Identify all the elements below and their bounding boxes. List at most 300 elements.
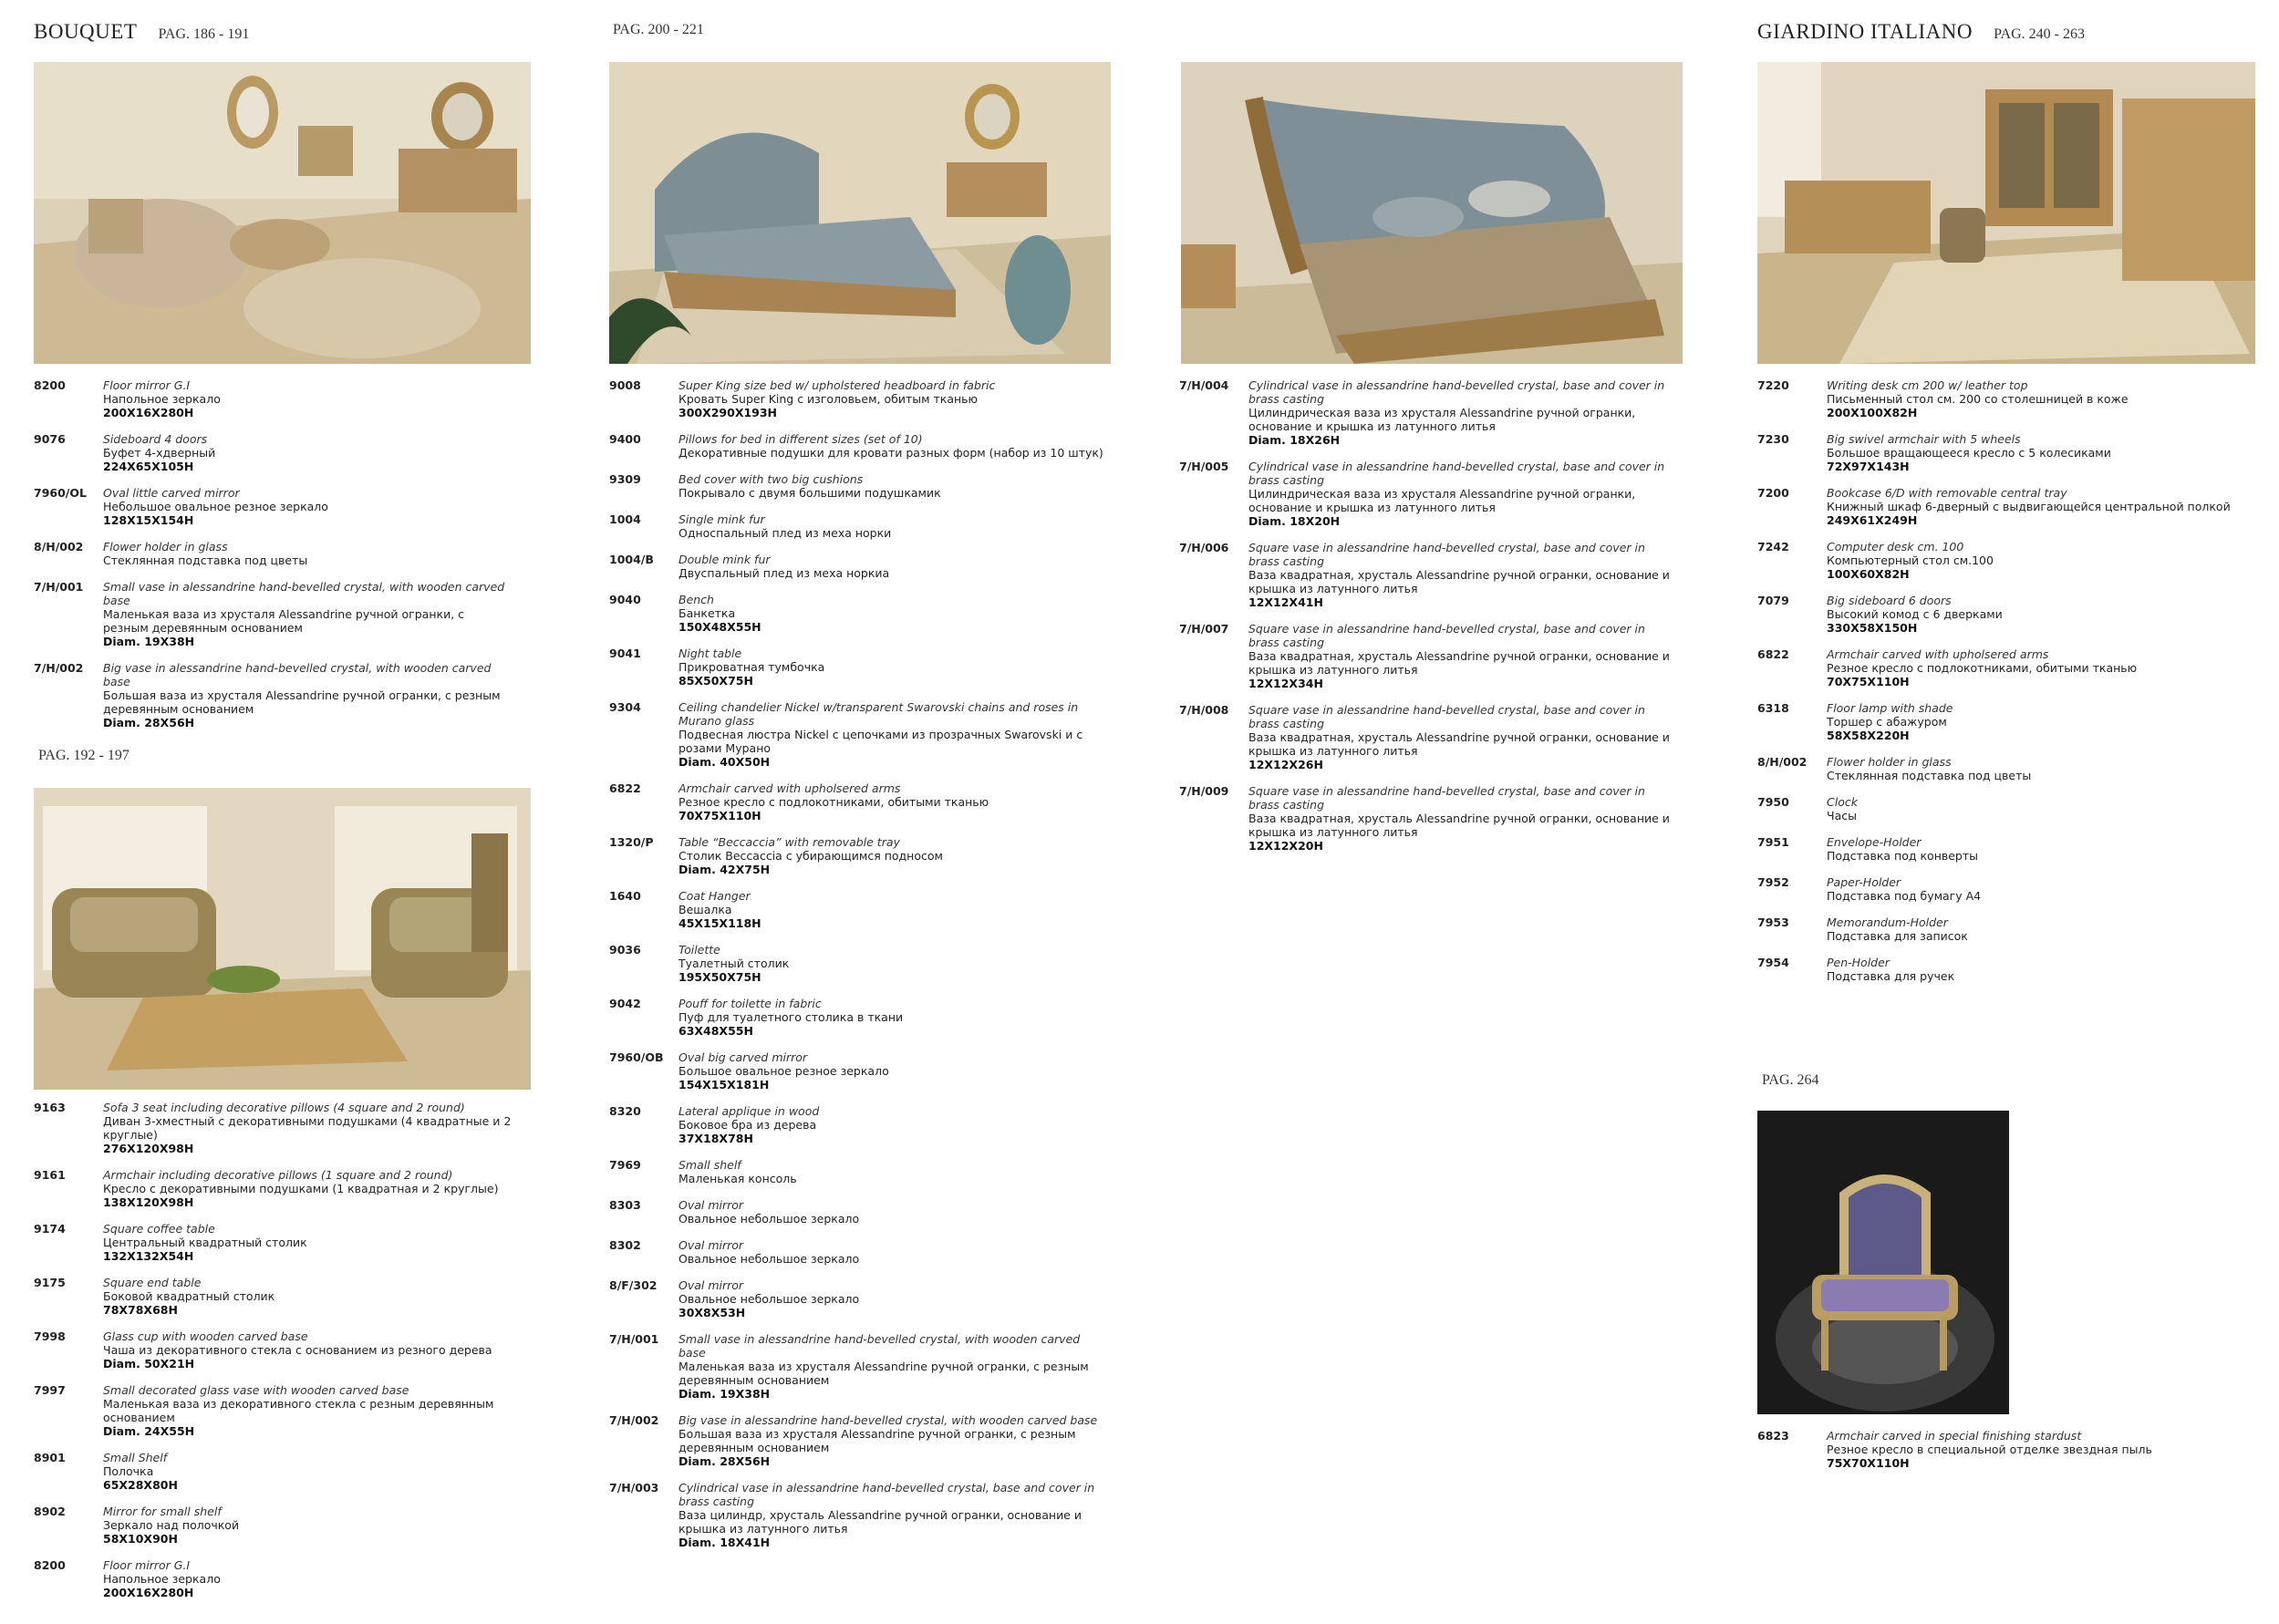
- item-code: 6318: [1757, 701, 1789, 715]
- item-name-en: Writing desk cm 200 w/ leather top: [1827, 378, 2028, 392]
- item-name-en: Lateral applique in wood: [679, 1104, 820, 1118]
- item-code: 9041: [609, 646, 641, 660]
- item-code: 6822: [1757, 647, 1789, 661]
- item-name-ru: Двуспальный плед из меха норкиа: [679, 566, 890, 580]
- item-name-ru: Буфет 4-хдверный: [103, 446, 216, 460]
- item-description: [1248, 622, 1676, 690]
- item-code: 9304: [609, 700, 641, 714]
- item-description: [1827, 956, 2250, 983]
- item-dimensions: 12X12X20H: [1248, 839, 1323, 853]
- item-dimensions: 37X18X78H: [679, 1132, 753, 1145]
- list-item: [609, 1158, 1106, 1185]
- item-dimensions: 12X12X26H: [1248, 758, 1323, 771]
- item-name-ru: Ваза квадратная, хрусталь Alessandrine ручной огранки, основание и крышка из латунного литья: [1248, 812, 1670, 839]
- list-item: [1757, 1429, 2250, 1470]
- item-name-ru: Подставка под конверты: [1827, 849, 1979, 863]
- item-description: [1827, 378, 2250, 419]
- item-code: 7079: [1757, 594, 1789, 607]
- item-list-p200: [609, 378, 1106, 1562]
- item-dimensions: 65X28X80H: [103, 1478, 178, 1492]
- item-code: 8901: [34, 1451, 66, 1464]
- item-code: 1320/P: [609, 835, 654, 849]
- item-description: [679, 1332, 1106, 1401]
- item-description: [103, 432, 513, 473]
- item-dimensions: 45X15X118H: [679, 916, 761, 930]
- list-item: [1179, 703, 1676, 771]
- list-item: [1757, 915, 2250, 943]
- list-item: [609, 646, 1106, 688]
- list-item: [1757, 956, 2250, 983]
- item-name-en: Square coffee table: [103, 1222, 215, 1236]
- item-name-en: Sofa 3 seat including decorative pillows (4 square and 2 round): [103, 1101, 465, 1114]
- list-item: [609, 1050, 1106, 1091]
- item-code: 1004/B: [609, 553, 654, 566]
- photo-living-room-bouquet: [34, 62, 531, 364]
- list-item: [1757, 432, 2250, 473]
- item-code: 9036: [609, 943, 641, 957]
- item-description: [1827, 755, 2250, 782]
- list-item: [609, 889, 1106, 930]
- item-name-en: Big swivel armchair with 5 wheels: [1827, 432, 2021, 446]
- list-item: [1179, 784, 1676, 853]
- item-name-ru: Пуф для туалетного столика в ткани: [679, 1010, 904, 1024]
- list-item: [34, 661, 513, 729]
- item-name-en: Square vase in alessandrine hand-bevelled crystal, base and cover in brass casting: [1248, 703, 1645, 730]
- item-dimensions: 200X100X82H: [1827, 406, 1918, 419]
- item-name-ru: Боковой квадратный столик: [103, 1289, 275, 1303]
- item-name-en: Big sideboard 6 doors: [1827, 594, 1952, 607]
- item-dimensions: Diam. 50X21H: [103, 1357, 195, 1371]
- item-description: [1827, 835, 2250, 863]
- item-dimensions: 150X48X55H: [679, 620, 761, 634]
- item-name-ru: Большое вращающееся кресло с 5 колесиками: [1827, 446, 2111, 460]
- item-name-ru: Цилиндрическая ваза из хрусталя Alessandrine ручной огранки, основание и крышка из латунного литья: [1248, 406, 1636, 433]
- section-pages: PAG. 192 - 197: [38, 748, 129, 763]
- item-description: [103, 1168, 513, 1209]
- section-heading-p192: [38, 746, 129, 764]
- item-description: [103, 540, 513, 567]
- list-item: [609, 1278, 1106, 1319]
- item-name-ru: Большое овальное резное зеркало: [679, 1064, 889, 1078]
- item-description: [1827, 540, 2250, 581]
- item-name-en: Glass cup with wooden carved base: [103, 1329, 308, 1343]
- item-code: 7951: [1757, 835, 1789, 849]
- item-code: 9174: [34, 1222, 66, 1236]
- list-item: [1179, 460, 1676, 528]
- item-list-bouquet: [34, 378, 513, 742]
- item-name-ru: Цилиндрическая ваза из хрусталя Alessandrine ручной огранки, основание и крышка из латунного литья: [1248, 487, 1636, 514]
- section-heading-p200: [613, 20, 704, 38]
- item-name-en: Ceiling chandelier Nickel w/transparent Swarovski chains and roses in Murano glass: [679, 700, 1079, 728]
- item-dimensions: 128X15X154H: [103, 513, 194, 527]
- item-code: 8200: [34, 378, 66, 392]
- item-description: [1827, 701, 2250, 742]
- item-name-ru: Банкетка: [679, 606, 736, 620]
- item-dimensions: Diam. 24X55H: [103, 1424, 195, 1438]
- list-item: [1757, 755, 2250, 782]
- item-code: 9309: [609, 472, 641, 486]
- item-description: [103, 1329, 513, 1371]
- item-description: [679, 1050, 1106, 1091]
- item-code: 8/F/302: [609, 1278, 658, 1292]
- list-item: [609, 1332, 1106, 1401]
- item-name-en: Bookcase 6/D with removable central tray: [1827, 486, 2067, 500]
- item-name-en: Square end table: [103, 1276, 202, 1289]
- item-description: [103, 1276, 513, 1317]
- list-item: [34, 540, 513, 567]
- item-code: 7960/OB: [609, 1050, 664, 1064]
- item-description: [1827, 915, 2250, 943]
- item-description: [1827, 647, 2250, 688]
- item-name-en: Big vase in alessandrine hand-bevelled crystal, with wooden carved base: [679, 1413, 1098, 1427]
- item-name-en: Paper-Holder: [1827, 875, 1901, 889]
- item-description: [103, 1101, 513, 1155]
- item-name-en: Big vase in alessandrine hand-bevelled crystal, with wooden carved base: [103, 661, 492, 688]
- item-dimensions: Diam. 18X20H: [1248, 514, 1341, 528]
- photo-armchair-stardust: [1757, 1111, 2009, 1414]
- item-description: [679, 781, 1106, 822]
- item-name-ru: Вешалка: [679, 903, 732, 916]
- item-code: 8200: [34, 1558, 66, 1572]
- item-dimensions: 276X120X98H: [103, 1142, 194, 1155]
- item-name-en: Square vase in alessandrine hand-bevelled crystal, base and cover in brass casting: [1248, 541, 1645, 568]
- item-name-en: Cylindrical vase in alessandrine hand-bevelled crystal, base and cover in brass casting: [679, 1481, 1095, 1508]
- item-name-en: Cylindrical vase in alessandrine hand-bevelled crystal, base and cover in brass casting: [1248, 378, 1665, 406]
- list-item: [609, 378, 1106, 419]
- item-name-ru: Прикроватная тумбочка: [679, 660, 825, 674]
- item-description: [103, 1505, 513, 1546]
- item-name-en: Pen-Holder: [1827, 956, 1890, 969]
- list-item: [34, 1329, 513, 1371]
- item-description: [679, 1158, 1106, 1185]
- list-item: [1757, 540, 2250, 581]
- item-dimensions: 30X8X53H: [679, 1306, 746, 1319]
- item-name-ru: Подвесная люстра Nickel с цепочками из прозрачных Swarovski и с розами Мурано: [679, 728, 1083, 755]
- item-code: 7/H/004: [1179, 378, 1229, 392]
- item-code: 7/H/005: [1179, 460, 1229, 473]
- item-dimensions: 330X58X150H: [1827, 621, 1918, 635]
- list-item: [1757, 594, 2250, 635]
- item-description: [679, 472, 1106, 500]
- item-name-en: Memorandum-Holder: [1827, 915, 1948, 929]
- item-name-ru: Односпальный плед из меха норки: [679, 526, 892, 540]
- item-dimensions: 63X48X55H: [679, 1024, 753, 1038]
- item-description: [103, 1558, 513, 1599]
- list-item: [34, 1383, 513, 1438]
- item-name-en: Pillows for bed in different sizes (set of 10): [679, 432, 923, 446]
- item-name-en: Square vase in alessandrine hand-bevelled crystal, base and cover in brass casting: [1248, 622, 1645, 649]
- list-item: [609, 1413, 1106, 1468]
- item-dimensions: Diam. 19X38H: [103, 635, 195, 648]
- item-name-en: Table “Beccaccia” with removable tray: [679, 835, 900, 849]
- item-name-en: Pouff for toilette in fabric: [679, 997, 822, 1010]
- item-name-en: Computer desk cm. 100: [1827, 540, 1964, 553]
- item-name-en: Floor mirror G.I: [103, 378, 191, 392]
- item-description: [103, 1222, 513, 1263]
- item-dimensions: Diam. 40X50H: [679, 755, 771, 769]
- item-description: [679, 700, 1106, 769]
- list-item: [1757, 378, 2250, 419]
- item-name-ru: Маленькая ваза из хрусталя Alessandrine ручной огранки, с резным деревянным основанием: [679, 1360, 1089, 1387]
- list-item: [34, 1276, 513, 1317]
- item-dimensions: Diam. 42X75H: [679, 863, 771, 876]
- item-name-ru: Зеркало над полочкой: [103, 1518, 240, 1532]
- item-description: [103, 1451, 513, 1492]
- list-item: [609, 997, 1106, 1038]
- item-dimensions: 70X75X110H: [1827, 675, 1910, 688]
- item-code: 1004: [609, 512, 641, 526]
- item-code: 7997: [34, 1383, 66, 1397]
- item-description: [679, 553, 1106, 580]
- section-title: GIARDINO ITALIANO: [1757, 20, 1973, 43]
- item-description: [1827, 486, 2250, 527]
- item-dimensions: 200X16X280H: [103, 406, 194, 419]
- item-code: 7/H/002: [609, 1413, 659, 1427]
- list-item: [34, 1101, 513, 1155]
- item-name-ru: Большая ваза из хрусталя Alessandrine ручной огранки, с резным деревянным основанием: [679, 1427, 1076, 1454]
- item-description: [679, 997, 1106, 1038]
- item-name-ru: Ваза цилиндр, хрусталь Alessandrine ручной огранки, основание и крышка из латунного литья: [679, 1508, 1082, 1536]
- item-name-ru: Высокий комод с 6 дверками: [1827, 607, 2003, 621]
- item-name-ru: Торшер с абажуром: [1827, 715, 1947, 729]
- list-item: [1179, 541, 1676, 609]
- item-code: 6823: [1757, 1429, 1789, 1443]
- item-name-ru: Кресло с декоративными подушками (1 квадратная и 2 круглые): [103, 1182, 499, 1195]
- item-name-ru: Стеклянная подставка под цветы: [103, 553, 308, 567]
- section-pages: PAG. 240 - 263: [1994, 26, 2085, 42]
- list-item: [609, 700, 1106, 769]
- list-item: [34, 580, 513, 648]
- item-name-en: Double mink fur: [679, 553, 771, 566]
- item-code: 8302: [609, 1238, 641, 1252]
- item-name-ru: Подставка для ручек: [1827, 969, 1955, 983]
- item-code: 9161: [34, 1168, 66, 1182]
- item-code: 7200: [1757, 486, 1789, 500]
- item-dimensions: Diam. 28X56H: [103, 716, 195, 729]
- list-item: [34, 432, 513, 473]
- item-list-vases: [1179, 378, 1676, 865]
- item-name-ru: Резное кресло с подлокотниками, обитыми тканью: [1827, 661, 2138, 675]
- list-item: [609, 553, 1106, 580]
- item-code: 9175: [34, 1276, 66, 1289]
- item-name-ru: Ваза квадратная, хрусталь Alessandrine ручной огранки, основание и крышка из латунного литья: [1248, 649, 1670, 677]
- item-name-ru: Чаша из декоративного стекла с основанием из резного дерева: [103, 1343, 492, 1357]
- item-name-en: Bed cover with two big cushions: [679, 472, 864, 486]
- list-item: [609, 512, 1106, 540]
- item-code: 8/H/002: [34, 540, 84, 553]
- item-code: 7/H/008: [1179, 703, 1229, 717]
- item-dimensions: 195X50X75H: [679, 970, 761, 984]
- item-dimensions: Diam. 28X56H: [679, 1454, 771, 1468]
- item-list-giardino: [1757, 378, 2250, 996]
- item-name-en: Floor mirror G.I: [103, 1558, 191, 1572]
- list-item: [609, 835, 1106, 876]
- item-dimensions: 154X15X181H: [679, 1078, 770, 1091]
- item-name-en: Armchair carved in special finishing stardust: [1827, 1429, 2082, 1443]
- list-item: [1757, 795, 2250, 822]
- list-item: [609, 593, 1106, 634]
- item-name-en: Coat Hanger: [679, 889, 751, 903]
- item-code: 7230: [1757, 432, 1789, 446]
- item-dimensions: 12X12X41H: [1248, 595, 1323, 609]
- item-description: [679, 943, 1106, 984]
- item-description: [1827, 432, 2250, 473]
- item-dimensions: 100X60X82H: [1827, 567, 1910, 581]
- item-description: [103, 661, 513, 729]
- item-name-en: Sideboard 4 doors: [103, 432, 208, 446]
- item-name-en: Oval mirror: [679, 1198, 744, 1212]
- item-description: [679, 378, 1106, 419]
- item-description: [679, 1104, 1106, 1145]
- list-item: [1757, 486, 2250, 527]
- item-code: 8/H/002: [1757, 755, 1808, 769]
- item-list-p192: [34, 1101, 513, 1612]
- item-code: 7/H/001: [609, 1332, 659, 1346]
- list-item: [609, 432, 1106, 460]
- item-name-en: Bench: [679, 593, 714, 606]
- item-description: [679, 1278, 1106, 1319]
- item-code: 7/H/002: [34, 661, 84, 675]
- item-name-ru: Ваза квадратная, хрусталь Alessandrine ручной огранки, основание и крышка из латунного литья: [1248, 568, 1670, 595]
- item-description: [103, 580, 513, 648]
- item-name-en: Toilette: [679, 943, 720, 957]
- item-dimensions: 85X50X75H: [679, 674, 753, 688]
- item-description: [103, 486, 513, 527]
- item-name-en: Small vase in alessandrine hand-bevelled crystal, with wooden carved base: [679, 1332, 1081, 1360]
- item-code: 7950: [1757, 795, 1789, 809]
- item-description: [679, 646, 1106, 688]
- item-name-ru: Небольшое овальное резное зеркало: [103, 500, 328, 513]
- item-description: [679, 1413, 1106, 1468]
- list-item: [34, 1451, 513, 1492]
- list-item: [1757, 647, 2250, 688]
- item-code: 7960/OL: [34, 486, 87, 500]
- item-name-en: Floor lamp with shade: [1827, 701, 1953, 715]
- item-name-ru: Резное кресло в специальной отделке звездная пыль: [1827, 1443, 2152, 1456]
- list-item: [34, 1168, 513, 1209]
- item-description: [1827, 795, 2250, 822]
- item-name-ru: Напольное зеркало: [103, 392, 221, 406]
- item-description: [679, 1481, 1106, 1549]
- list-item: [34, 1558, 513, 1599]
- list-item: [609, 781, 1106, 822]
- item-code: 9400: [609, 432, 641, 446]
- item-description: [1248, 703, 1676, 771]
- item-name-ru: Компьютерный стол см.100: [1827, 553, 1994, 567]
- item-name-ru: Декоративные подушки для кровати разных форм (набор из 10 штук): [679, 446, 1103, 460]
- photo-bedroom-2: [1181, 62, 1683, 364]
- item-dimensions: 132X132X54H: [103, 1249, 194, 1263]
- item-code: 7/H/001: [34, 580, 84, 594]
- item-name-en: Small decorated glass vase with wooden carved base: [103, 1383, 409, 1397]
- item-dimensions: 58X58X220H: [1827, 729, 1910, 742]
- item-name-en: Small vase in alessandrine hand-bevelled crystal, with wooden carved base: [103, 580, 505, 607]
- item-description: [1827, 875, 2250, 903]
- item-description: [679, 593, 1106, 634]
- item-name-ru: Подставка для записок: [1827, 929, 1968, 943]
- item-description: [679, 512, 1106, 540]
- item-code: 7998: [34, 1329, 66, 1343]
- list-item: [34, 486, 513, 527]
- item-description: [103, 378, 513, 419]
- item-code: 9163: [34, 1101, 66, 1114]
- item-name-en: Small Shelf: [103, 1451, 168, 1464]
- item-name-ru: Письменный стол см. 200 со столешницей в коже: [1827, 392, 2129, 406]
- item-description: [679, 1198, 1106, 1226]
- item-dimensions: 78X78X68H: [103, 1303, 178, 1317]
- item-description: [679, 1238, 1106, 1266]
- list-item: [1757, 835, 2250, 863]
- item-name-ru: Напольное зеркало: [103, 1572, 221, 1586]
- section-title: BOUQUET: [34, 20, 138, 43]
- item-description: [1827, 1429, 2250, 1470]
- item-name-en: Oval big carved mirror: [679, 1050, 808, 1064]
- item-name-ru: Маленькая ваза из хрусталя Alessandrine ручной огранки, с резным деревянным основанием: [103, 607, 465, 635]
- item-code: 9040: [609, 593, 641, 606]
- list-item: [1757, 701, 2250, 742]
- item-name-ru: Большая ваза из хрусталя Alessandrine ручной огранки, с резным деревянным основанием: [103, 688, 501, 716]
- list-item: [34, 1505, 513, 1546]
- item-name-en: Cylindrical vase in alessandrine hand-bevelled crystal, base and cover in brass casting: [1248, 460, 1665, 487]
- item-code: 7953: [1757, 915, 1789, 929]
- list-item: [609, 1481, 1106, 1549]
- list-item: [34, 378, 513, 419]
- item-name-en: Envelope-Holder: [1827, 835, 1922, 849]
- item-code: 8902: [34, 1505, 66, 1518]
- item-name-ru: Центральный квадратный столик: [103, 1236, 307, 1249]
- item-name-ru: Резное кресло с подлокотниками, обитыми тканью: [679, 795, 989, 809]
- item-dimensions: 12X12X34H: [1248, 677, 1323, 690]
- item-code: 6822: [609, 781, 641, 795]
- list-item: [609, 1104, 1106, 1145]
- item-dimensions: 58X10X90H: [103, 1532, 178, 1546]
- section-pages: PAG. 186 - 191: [158, 26, 250, 42]
- item-name-ru: Боковое бра из дерева: [679, 1118, 817, 1132]
- item-dimensions: Diam. 18X41H: [679, 1536, 771, 1549]
- item-description: [679, 835, 1106, 876]
- item-code: 7954: [1757, 956, 1789, 969]
- item-name-ru: Овальное небольшое зеркало: [679, 1252, 860, 1266]
- list-item: [609, 1198, 1106, 1226]
- item-code: 7220: [1757, 378, 1789, 392]
- item-name-ru: Книжный шкаф 6-дверный с выдвигающейся центральной полкой: [1827, 500, 2231, 513]
- item-name-en: Super King size bed w/ upholstered headboard in fabric: [679, 378, 996, 392]
- item-name-en: Mirror for small shelf: [103, 1505, 222, 1518]
- item-name-en: Oval mirror: [679, 1278, 744, 1292]
- item-dimensions: 72X97X143H: [1827, 460, 1910, 473]
- item-list-p264: [1757, 1429, 2250, 1483]
- item-name-ru: Часы: [1827, 809, 1857, 822]
- item-description: [1248, 784, 1676, 853]
- item-name-ru: Покрывало с двумя большими подушкамик: [679, 486, 941, 500]
- item-description: [1827, 594, 2250, 635]
- section-pages: PAG. 200 - 221: [613, 22, 704, 37]
- photo-bedroom-1: [609, 62, 1111, 364]
- item-dimensions: 138X120X98H: [103, 1195, 194, 1209]
- item-name-en: Flower holder in glass: [103, 540, 228, 553]
- item-code: 7969: [609, 1158, 641, 1172]
- list-item: [1757, 875, 2250, 903]
- item-code: 7/H/007: [1179, 622, 1229, 636]
- list-item: [609, 943, 1106, 984]
- list-item: [1179, 622, 1676, 690]
- item-dimensions: 249X61X249H: [1827, 513, 1918, 527]
- item-name-ru: Маленькая консоль: [679, 1172, 797, 1185]
- section-heading-giardino: [1757, 20, 2085, 44]
- item-code: 1640: [609, 889, 641, 903]
- photo-study-room: [1757, 62, 2255, 364]
- item-code: 9042: [609, 997, 641, 1010]
